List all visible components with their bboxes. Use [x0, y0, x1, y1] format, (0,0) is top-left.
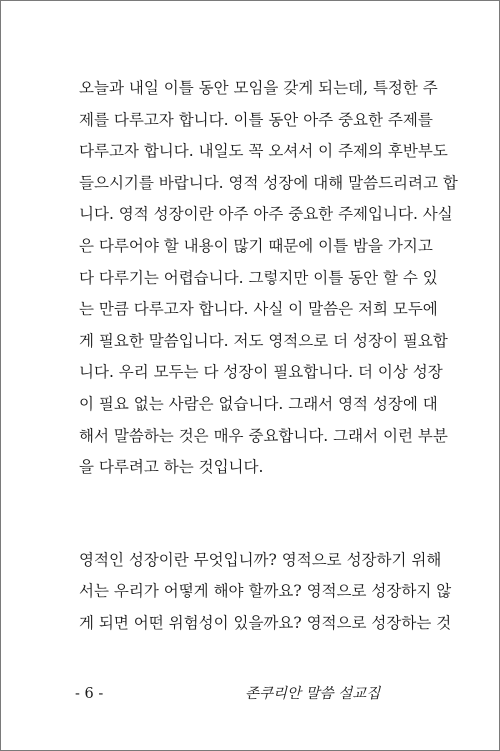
page-number: - 6 - [75, 686, 104, 702]
text-line: 서는 우리가 어떻게 해야 할까요? 영적으로 성장하지 않 [79, 582, 452, 601]
text-line: 들으시기를 바랍니다. 영적 성장에 대해 말씀드리려고 합 [79, 173, 458, 192]
text-line: 다루고자 합니다. 내일도 꼭 오셔서 이 주제의 후반부도 [79, 142, 448, 161]
text-line: 니다. 우리 모두는 다 성장이 필요합니다. 더 이상 성장 [79, 363, 443, 382]
text-line: 오늘과 내일 이틀 동안 모임을 갖게 되는데, 특정한 주 [79, 79, 438, 97]
text-line: 영적인 성장이란 무엇입니까? 영적으로 성장하기 위해 [79, 550, 442, 569]
text-line: 은 다루어야 할 내용이 많기 때문에 이틀 밤을 가지고 [79, 236, 433, 255]
paragraph-gap [79, 484, 425, 545]
book-title: 존쿠리안 말씀 설교집 [245, 686, 381, 702]
text-line: 게 되면 어떤 위험성이 있을까요? 영적으로 성장하는 것 [79, 613, 452, 632]
paragraph [79, 73, 458, 484]
paragraph [79, 545, 452, 640]
text-line: 니다. 영적 성장이란 아주 아주 중요한 주제입니다. 사실 [79, 205, 453, 224]
text-line: 을 다루려고 하는 것입니다. [79, 458, 264, 477]
text-line: 해서 말씀하는 것은 매우 중요합니다. 그래서 이런 부분 [79, 426, 448, 445]
text-line: 이 필요 없는 사람은 없습니다. 그래서 영적 성장에 대 [79, 394, 438, 413]
text-line: 게 필요한 말씀입니다. 저도 영적으로 더 성장이 필요합 [79, 331, 448, 350]
text-line: 제를 다루고자 합니다. 이틀 동안 아주 중요한 주제를 [79, 110, 433, 129]
text-line: 는 만큼 다루고자 합니다. 사실 이 말씀은 저희 모두에 [79, 300, 438, 319]
body-text [79, 73, 458, 640]
text-line: 다 다루기는 어렵습니다. 그렇지만 이틀 동안 할 수 있 [79, 268, 438, 287]
page-footer [1, 682, 499, 706]
